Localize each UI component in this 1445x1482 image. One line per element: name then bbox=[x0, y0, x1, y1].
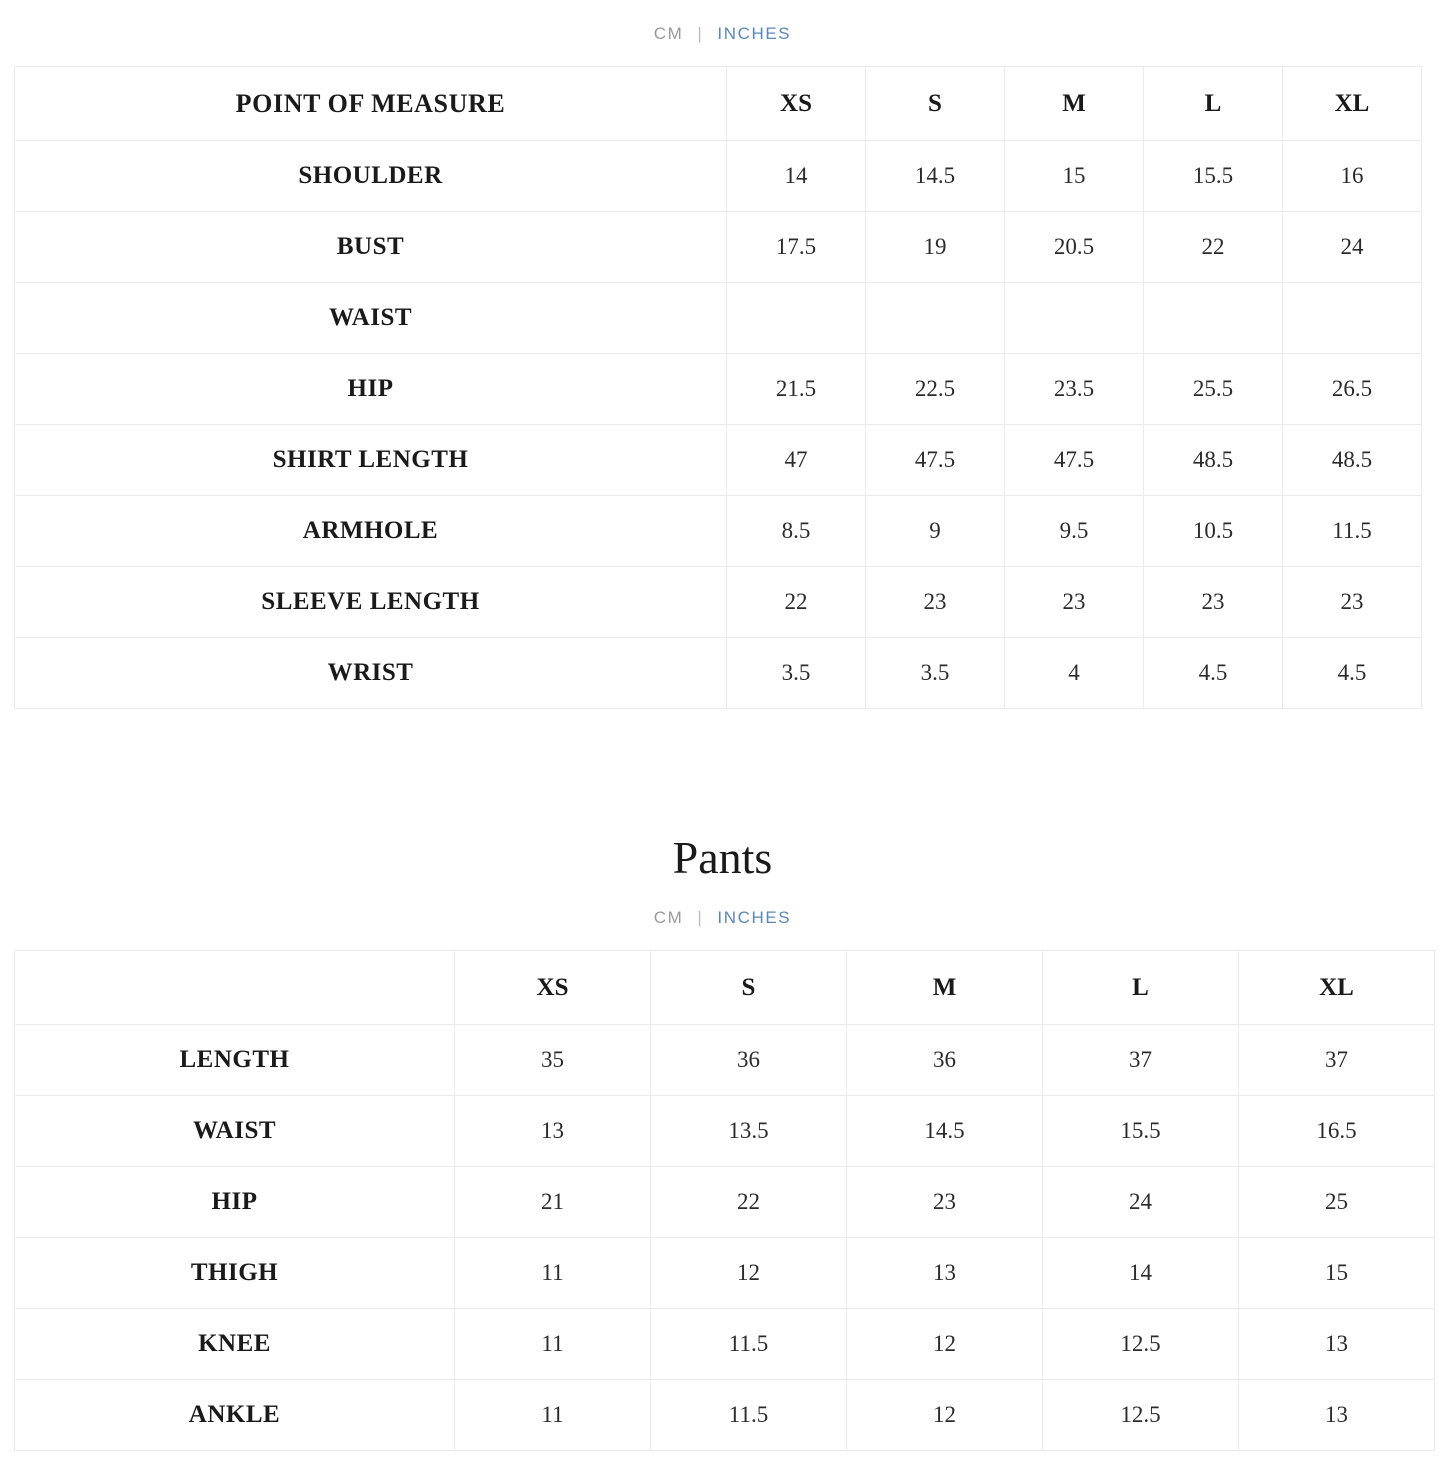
cell-value: 20.5 bbox=[1005, 212, 1144, 283]
unit-separator: | bbox=[697, 908, 704, 927]
cell-value: 13 bbox=[1239, 1309, 1435, 1380]
unit-cm-button[interactable]: CM bbox=[653, 908, 684, 927]
table-row bbox=[15, 496, 1422, 567]
table-row bbox=[15, 1025, 1435, 1096]
cell-value: 48.5 bbox=[1283, 425, 1422, 496]
cell-value: 36 bbox=[847, 1025, 1043, 1096]
cell-value: 22 bbox=[651, 1167, 847, 1238]
table-row bbox=[15, 141, 1422, 212]
cell-value: 23 bbox=[1144, 567, 1283, 638]
column-header-m: M bbox=[847, 951, 1043, 1025]
cell-value: 25.5 bbox=[1144, 354, 1283, 425]
cell-value: 23 bbox=[866, 567, 1005, 638]
row-label: WAIST bbox=[15, 1096, 455, 1167]
row-label: WRIST bbox=[15, 638, 727, 709]
cell-value: 11.5 bbox=[651, 1309, 847, 1380]
cell-value: 12.5 bbox=[1043, 1309, 1239, 1380]
row-label: HIP bbox=[15, 354, 727, 425]
table-row bbox=[15, 354, 1422, 425]
unit-inches-button[interactable]: INCHES bbox=[717, 908, 792, 927]
column-header-xl: XL bbox=[1239, 951, 1435, 1025]
cell-value: 23 bbox=[847, 1167, 1043, 1238]
cell-value: 12 bbox=[847, 1309, 1043, 1380]
cell-value: 47.5 bbox=[1005, 425, 1144, 496]
table-row bbox=[15, 1380, 1435, 1451]
column-header-m: M bbox=[1005, 67, 1144, 141]
cell-value: 12 bbox=[847, 1380, 1043, 1451]
table-row bbox=[15, 212, 1422, 283]
unit-toggle-pants bbox=[0, 884, 1445, 950]
cell-value: 15 bbox=[1005, 141, 1144, 212]
cell-value: 10.5 bbox=[1144, 496, 1283, 567]
column-header-l: L bbox=[1043, 951, 1239, 1025]
row-label: SHOULDER bbox=[15, 141, 727, 212]
pants-size-table bbox=[14, 950, 1435, 1451]
cell-value: 15 bbox=[1239, 1238, 1435, 1309]
table-row bbox=[15, 283, 1422, 354]
cell-value: 13 bbox=[1239, 1380, 1435, 1451]
column-header-l: L bbox=[1144, 67, 1283, 141]
table-row bbox=[15, 567, 1422, 638]
table-header-row bbox=[15, 67, 1422, 141]
cell-value: 22 bbox=[1144, 212, 1283, 283]
cell-value: 21 bbox=[455, 1167, 651, 1238]
cell-value: 12 bbox=[651, 1238, 847, 1309]
unit-toggle-shirt bbox=[0, 0, 1445, 66]
shirt-size-table bbox=[14, 66, 1422, 709]
row-label: LENGTH bbox=[15, 1025, 455, 1096]
row-label: SLEEVE LENGTH bbox=[15, 567, 727, 638]
cell-value: 26.5 bbox=[1283, 354, 1422, 425]
cell-value: 22.5 bbox=[866, 354, 1005, 425]
table-row bbox=[15, 1309, 1435, 1380]
cell-value: 47 bbox=[727, 425, 866, 496]
column-header-xl: XL bbox=[1283, 67, 1422, 141]
cell-value: 14 bbox=[727, 141, 866, 212]
cell-value: 47.5 bbox=[866, 425, 1005, 496]
row-label: ARMHOLE bbox=[15, 496, 727, 567]
column-header-blank bbox=[15, 951, 455, 1025]
cell-value: 13 bbox=[847, 1238, 1043, 1309]
unit-inches-button[interactable]: INCHES bbox=[717, 24, 792, 43]
cell-value: 23 bbox=[1005, 567, 1144, 638]
table-header-row bbox=[15, 951, 1435, 1025]
unit-cm-button[interactable]: CM bbox=[653, 24, 684, 43]
cell-value bbox=[727, 283, 866, 354]
cell-value: 4.5 bbox=[1283, 638, 1422, 709]
cell-value: 4.5 bbox=[1144, 638, 1283, 709]
cell-value: 8.5 bbox=[727, 496, 866, 567]
cell-value: 13 bbox=[455, 1096, 651, 1167]
cell-value: 14.5 bbox=[866, 141, 1005, 212]
cell-value: 11 bbox=[455, 1380, 651, 1451]
cell-value: 3.5 bbox=[866, 638, 1005, 709]
page-title-pants: Pants bbox=[672, 832, 773, 883]
unit-separator: | bbox=[697, 24, 704, 43]
cell-value: 35 bbox=[455, 1025, 651, 1096]
cell-value: 37 bbox=[1043, 1025, 1239, 1096]
table-row bbox=[15, 1096, 1435, 1167]
cell-value: 11 bbox=[455, 1309, 651, 1380]
cell-value: 13.5 bbox=[651, 1096, 847, 1167]
cell-value: 48.5 bbox=[1144, 425, 1283, 496]
table-row bbox=[15, 425, 1422, 496]
cell-value: 25 bbox=[1239, 1167, 1435, 1238]
cell-value: 24 bbox=[1043, 1167, 1239, 1238]
cell-value: 37 bbox=[1239, 1025, 1435, 1096]
cell-value: 14 bbox=[1043, 1238, 1239, 1309]
cell-value: 17.5 bbox=[727, 212, 866, 283]
cell-value: 11 bbox=[455, 1238, 651, 1309]
cell-value: 24 bbox=[1283, 212, 1422, 283]
cell-value: 23.5 bbox=[1005, 354, 1144, 425]
cell-value bbox=[1144, 283, 1283, 354]
row-label: WAIST bbox=[15, 283, 727, 354]
column-header-xs: XS bbox=[455, 951, 651, 1025]
cell-value: 15.5 bbox=[1144, 141, 1283, 212]
row-label: THIGH bbox=[15, 1238, 455, 1309]
cell-value: 16.5 bbox=[1239, 1096, 1435, 1167]
column-header-s: S bbox=[651, 951, 847, 1025]
column-header-point-of-measure: POINT OF MEASURE bbox=[15, 67, 727, 141]
cell-value bbox=[1283, 283, 1422, 354]
cell-value: 23 bbox=[1283, 567, 1422, 638]
cell-value bbox=[1005, 283, 1144, 354]
cell-value: 11.5 bbox=[1283, 496, 1422, 567]
row-label: BUST bbox=[15, 212, 727, 283]
row-label: HIP bbox=[15, 1167, 455, 1238]
cell-value: 12.5 bbox=[1043, 1380, 1239, 1451]
row-label: SHIRT LENGTH bbox=[15, 425, 727, 496]
cell-value: 36 bbox=[651, 1025, 847, 1096]
row-label: ANKLE bbox=[15, 1380, 455, 1451]
table-row bbox=[15, 638, 1422, 709]
cell-value: 9.5 bbox=[1005, 496, 1144, 567]
cell-value: 22 bbox=[727, 567, 866, 638]
table-row bbox=[15, 1167, 1435, 1238]
row-label: KNEE bbox=[15, 1309, 455, 1380]
cell-value: 21.5 bbox=[727, 354, 866, 425]
cell-value: 15.5 bbox=[1043, 1096, 1239, 1167]
cell-value: 9 bbox=[866, 496, 1005, 567]
column-header-s: S bbox=[866, 67, 1005, 141]
table-row bbox=[15, 1238, 1435, 1309]
cell-value: 11.5 bbox=[651, 1380, 847, 1451]
cell-value: 3.5 bbox=[727, 638, 866, 709]
cell-value: 14.5 bbox=[847, 1096, 1043, 1167]
cell-value bbox=[866, 283, 1005, 354]
cell-value: 16 bbox=[1283, 141, 1422, 212]
cell-value: 4 bbox=[1005, 638, 1144, 709]
cell-value: 19 bbox=[866, 212, 1005, 283]
column-header-xs: XS bbox=[727, 67, 866, 141]
